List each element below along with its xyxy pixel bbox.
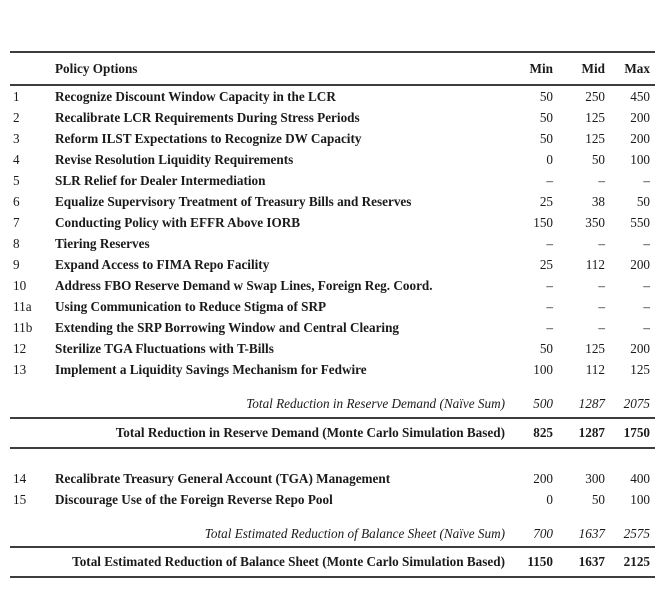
max-value: 200 xyxy=(630,109,650,125)
monte-carlo-balance-row xyxy=(10,548,655,576)
policy-option-label: Implement a Liquidity Savings Mechanism for Fedwire xyxy=(55,361,367,377)
table-row xyxy=(10,468,655,489)
mid-value: 1637 xyxy=(578,525,605,541)
row-number: 5 xyxy=(13,172,20,188)
max-value: 1750 xyxy=(623,425,650,440)
min-value: 0 xyxy=(546,151,553,167)
policy-option-label: Equalize Supervisory Treatment of Treasury Bills and Reserves xyxy=(55,193,412,209)
min-value: 25 xyxy=(539,256,553,272)
max-value: 100 xyxy=(630,151,650,167)
max-value: – xyxy=(643,277,650,293)
row-number: 4 xyxy=(13,151,20,167)
min-value: 150 xyxy=(533,214,553,230)
max-value: 200 xyxy=(630,130,650,146)
table-row xyxy=(10,149,655,170)
max-value: – xyxy=(643,298,650,314)
policy-option-label: Extending the SRP Borrowing Window and Central Clearing xyxy=(55,319,400,335)
header-min: Min xyxy=(529,60,553,76)
min-value: 100 xyxy=(533,361,553,377)
policy-options-table xyxy=(10,51,655,578)
max-value: 125 xyxy=(630,361,650,377)
max-value: 2075 xyxy=(623,395,650,411)
spacer xyxy=(10,510,655,523)
row-number: 9 xyxy=(13,256,20,272)
policy-option-label: Tiering Reserves xyxy=(55,235,150,251)
header-policy-options: Policy Options xyxy=(55,60,138,76)
policy-option-label: Address FBO Reserve Demand w Swap Lines, Foreign Reg. Coord. xyxy=(55,277,433,293)
row-number: 15 xyxy=(13,491,27,507)
max-value: 400 xyxy=(630,470,650,486)
min-value: 500 xyxy=(533,395,553,411)
min-value: 50 xyxy=(539,340,553,356)
table-header-row xyxy=(10,53,655,84)
max-value: – xyxy=(643,319,650,335)
mid-value: 1637 xyxy=(578,554,605,569)
table-row xyxy=(10,233,655,254)
table-row xyxy=(10,489,655,510)
mid-value: – xyxy=(598,319,605,335)
min-value: 825 xyxy=(533,425,553,440)
row-number: 12 xyxy=(13,340,27,356)
min-value: 50 xyxy=(539,130,553,146)
naive-sum-reserve-row xyxy=(10,393,655,414)
table-row xyxy=(10,191,655,212)
bottom-rule xyxy=(10,576,655,578)
policy-option-label: SLR Relief for Dealer Intermediation xyxy=(55,172,266,188)
mid-value: 250 xyxy=(585,88,605,104)
row-number: 13 xyxy=(13,361,27,377)
min-value: 1150 xyxy=(527,554,553,569)
min-value: 200 xyxy=(533,470,553,486)
table-row xyxy=(10,128,655,149)
max-value: 450 xyxy=(630,88,650,104)
policy-option-label: Using Communication to Reduce Stigma of SRP xyxy=(55,298,327,314)
naive-sum-balance-label: Total Estimated Reduction of Balance Sheet (Naïve Sum) xyxy=(204,525,505,541)
mid-value: 125 xyxy=(585,109,605,125)
min-value: – xyxy=(546,298,553,314)
mid-value: 1287 xyxy=(578,425,605,440)
min-value: – xyxy=(546,319,553,335)
max-value: 2575 xyxy=(623,525,650,541)
min-value: 700 xyxy=(533,525,553,541)
mid-value: – xyxy=(598,172,605,188)
table-row xyxy=(10,317,655,338)
policy-option-label: Discourage Use of the Foreign Reverse Repo Pool xyxy=(55,491,333,507)
table-row xyxy=(10,86,655,107)
max-value: 2125 xyxy=(623,554,650,569)
row-number: 6 xyxy=(13,193,20,209)
table-row xyxy=(10,254,655,275)
spacer xyxy=(10,380,655,393)
header-max: Max xyxy=(624,60,650,76)
monte-carlo-balance-label: Total Estimated Reduction of Balance Sheet (Monte Carlo Simulation Based) xyxy=(72,554,505,569)
mid-value: 112 xyxy=(585,256,605,272)
row-number: 2 xyxy=(13,109,20,125)
min-value: – xyxy=(546,172,553,188)
min-value: 50 xyxy=(539,88,553,104)
naive-sum-balance-row xyxy=(10,523,655,544)
table-row xyxy=(10,107,655,128)
mid-value: 50 xyxy=(591,491,605,507)
monte-carlo-reserve-label: Total Reduction in Reserve Demand (Monte Carlo Simulation Based) xyxy=(115,425,505,440)
row-number: 3 xyxy=(13,130,20,146)
monte-carlo-reserve-row xyxy=(10,419,655,447)
max-value: 100 xyxy=(630,491,650,507)
mid-value: 125 xyxy=(585,130,605,146)
max-value: 200 xyxy=(630,256,650,272)
max-value: – xyxy=(643,235,650,251)
min-value: – xyxy=(546,277,553,293)
policy-option-label: Reform ILST Expectations to Recognize DW Capacity xyxy=(55,130,362,146)
mid-value: 125 xyxy=(585,340,605,356)
mid-value: 38 xyxy=(591,193,605,209)
mid-value: – xyxy=(598,298,605,314)
max-value: – xyxy=(643,172,650,188)
row-number: 8 xyxy=(13,235,20,251)
min-value: 25 xyxy=(539,193,553,209)
header-mid: Mid xyxy=(581,60,605,76)
row-number: 10 xyxy=(13,277,27,293)
table-row xyxy=(10,275,655,296)
policy-option-label: Expand Access to FIMA Repo Facility xyxy=(55,256,270,272)
min-value: 50 xyxy=(539,109,553,125)
row-number: 11b xyxy=(13,319,33,335)
policy-option-label: Recalibrate Treasury General Account (TGA) Management xyxy=(55,470,391,486)
table-row xyxy=(10,296,655,317)
max-value: 200 xyxy=(630,340,650,356)
max-value: 50 xyxy=(636,193,650,209)
mid-value: – xyxy=(598,277,605,293)
row-number: 11a xyxy=(13,298,32,314)
policy-option-label: Conducting Policy with EFFR Above IORB xyxy=(55,214,301,230)
mid-value: 350 xyxy=(585,214,605,230)
mid-value: 112 xyxy=(585,361,605,377)
row-number: 7 xyxy=(13,214,20,230)
table-row xyxy=(10,212,655,233)
policy-option-label: Sterilize TGA Fluctuations with T-Bills xyxy=(55,340,274,356)
mid-value: – xyxy=(598,235,605,251)
mid-value: 50 xyxy=(591,151,605,167)
naive-sum-reserve-label: Total Reduction in Reserve Demand (Naïve Sum) xyxy=(246,395,505,411)
policy-option-label: Recalibrate LCR Requirements During Stress Periods xyxy=(55,109,360,125)
mid-value: 300 xyxy=(585,470,605,486)
min-value: – xyxy=(546,235,553,251)
max-value: 550 xyxy=(630,214,650,230)
row-number: 14 xyxy=(13,470,27,486)
mid-value: 1287 xyxy=(578,395,605,411)
row-number: 1 xyxy=(13,88,20,104)
policy-option-label: Recognize Discount Window Capacity in the LCR xyxy=(55,88,336,104)
table-row xyxy=(10,338,655,359)
table-row xyxy=(10,170,655,191)
table-row xyxy=(10,359,655,380)
policy-option-label: Revise Resolution Liquidity Requirements xyxy=(55,151,294,167)
min-value: 0 xyxy=(546,491,553,507)
spacer xyxy=(10,449,655,468)
